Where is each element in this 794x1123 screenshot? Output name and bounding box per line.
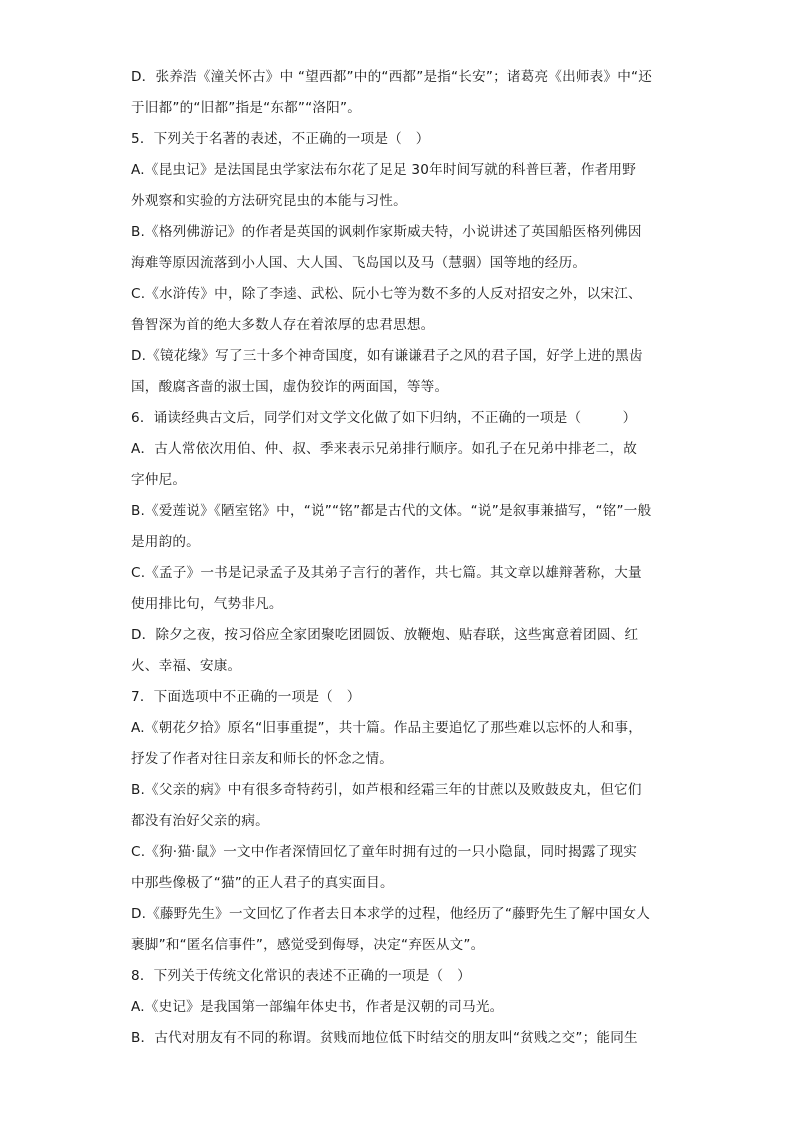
- text-line: 字仲尼。: [131, 472, 187, 488]
- question-5-stem: 5．下列关于名著的表述，不正确的一项是（ ）: [131, 131, 430, 147]
- text-line: D.《镜花缘》写了三十多个神奇国度，如有谦谦君子之风的君子国，好学上进的黑齿: [131, 348, 643, 364]
- text-line: D．张养浩《潼关怀古》中 “望西都”中的“西都”是指“长安”；诸葛亮《出师表》中“还: [131, 69, 653, 85]
- question-8-stem: 8．下列关于传统文化常识的表述不正确的一项是（ ）: [131, 968, 471, 984]
- text-line: 使用排比句，气势非凡。: [131, 596, 283, 612]
- text-line: B.《爱莲说》《陋室铭》中，“说”“铭”都是古代的文体。“说”是叙事兼描写，“铭”一般: [131, 503, 652, 519]
- text-line: 是用韵的。: [131, 534, 200, 550]
- text-line: A.《史记》是我国第一部编年体史书，作者是汉朝的司马光。: [131, 999, 504, 1015]
- question-6-stem: 6．诵读经典古文后，同学们对文学文化做了如下归纳，不正确的一项是（ ）: [131, 410, 637, 426]
- text-line: B．古代对朋友有不同的称谓。贫贱而地位低下时结交的朋友叫“贫贱之交”；能同生: [131, 1030, 638, 1046]
- text-line: B.《格列佛游记》的作者是英国的讽刺作家斯威夫特，小说讲述了英国船医格列佛因: [131, 224, 642, 240]
- text-line: D.《藤野先生》一文回忆了作者去日本求学的过程，他经历了“藤野先生了解中国女人: [131, 906, 651, 922]
- text-line: 抒发了作者对往日亲友和师长的怀念之情。: [131, 751, 394, 767]
- text-line: A．古人常依次用伯、仲、叔、季来表示兄弟排行顺序。如孔子在兄弟中排老二，故: [131, 441, 638, 457]
- document-page: [131, 62, 664, 1054]
- text-line: B.《父亲的病》中有很多奇特药引，如芦根和经霜三年的甘蔗以及败鼓皮丸，但它们: [131, 782, 642, 798]
- text-line: 海难等原因流落到小人国、大人国、飞岛国以及马（慧骃）国等地的经历。: [131, 255, 587, 271]
- text-line: 中那些像极了“猫”的正人君子的真实面目。: [131, 875, 394, 891]
- text-line: 裹脚”和“匿名信事件”，感觉受到侮辱，决定“弃医从文”。: [131, 937, 485, 953]
- text-line: C.《孟子》一书是记录孟子及其弟子言行的著作，共七篇。其文章以雄辩著称，大量: [131, 565, 642, 581]
- text-line: 外观察和实验的方法研究昆虫的本能与习性。: [131, 193, 407, 209]
- question-7-stem: 7．下面选项中不正确的一项是（ ）: [131, 689, 361, 705]
- text-line: A.《朝花夕拾》原名“旧事重提”，共十篇。作品主要追忆了那些难以忘怀的人和事，: [131, 720, 643, 736]
- text-line: D．除夕之夜，按习俗应全家团聚吃团圆饭、放鞭炮、贴春联，这些寓意着团圆、红: [131, 627, 639, 643]
- text-line: C.《水浒传》中，除了李逵、武松、阮小七等为数不多的人反对招安之外，以宋江、: [131, 286, 642, 302]
- text-line: A.《昆虫记》是法国昆虫学家法布尔花了足足 30年时间写就的科普巨著，作者用野: [131, 162, 636, 178]
- text-line: 鲁智深为首的绝大多数人存在着浓厚的忠君思想。: [131, 317, 435, 333]
- text-line: 都没有治好父亲的病。: [131, 813, 269, 829]
- text-line: 火、幸福、安康。: [131, 658, 242, 674]
- text-line: 国，酸腐吝啬的淑士国，虚伪狡诈的两面国，等等。: [131, 379, 449, 395]
- text-line: C.《狗·猫·鼠》一文中作者深情回忆了童年时拥有过的一只小隐鼠，同时揭露了现实: [131, 844, 638, 860]
- text-line: 于旧都”的“旧都”指是“东都”“洛阳”。: [131, 100, 362, 116]
